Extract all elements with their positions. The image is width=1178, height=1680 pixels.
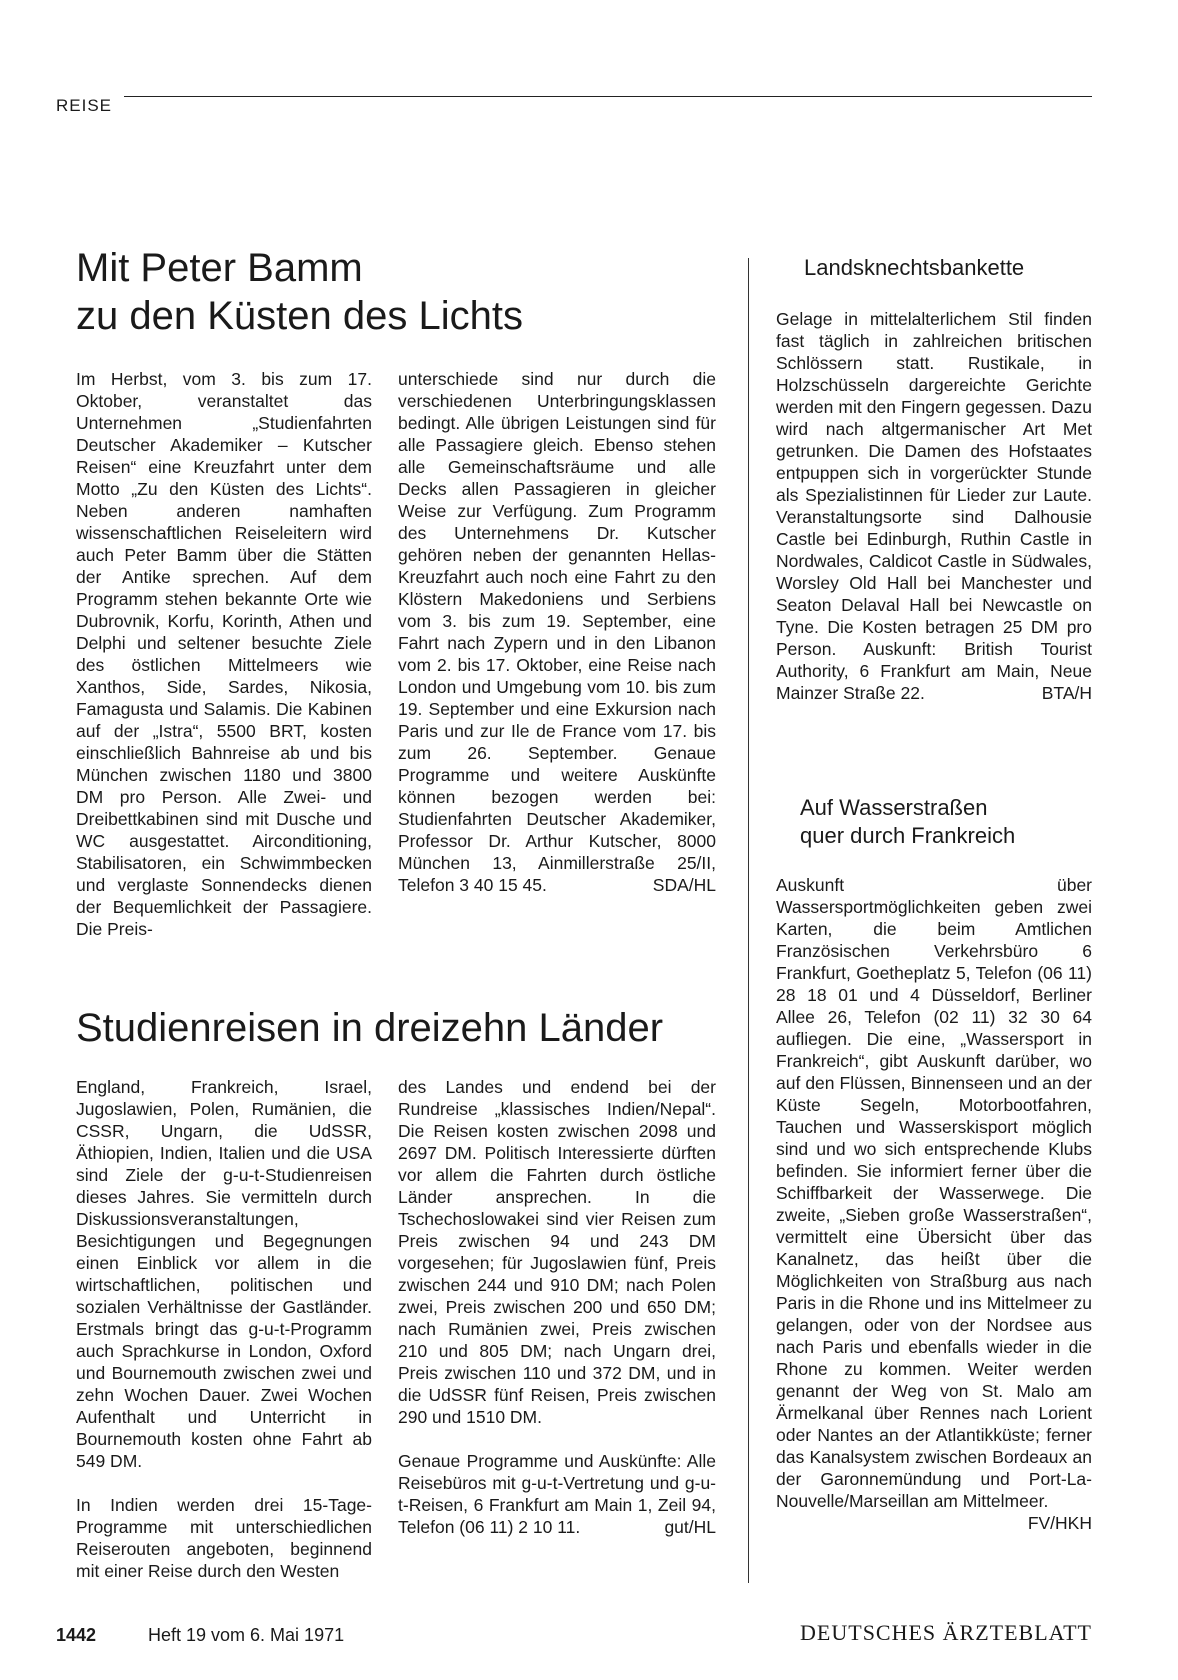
article2-col1-paragraph1: England, Frankreich, Israel, Jugoslawien, Polen, Rumänien, die CSSR, Ungarn, die UdSSR, Äthiopien, Indien, Italien und die USA sind Ziele der g-u-t-Studienreisen dieses Jahres. Sie vermitteln durch Diskussionsveranstaltungen, Besichtigungen und Begegnungen einen Einblick vor allem in die wirtschaftlichen, politischen und sozialen Verhältnisse der Gastländer. Erstmals bringt das g-u-t-Programm auch Sprachkurse in London, Oxford und Bournemouth zwischen zwei und zehn Wochen Dauer. Zwei Wochen Aufenthalt und Unterricht in Bournemouth kosten ohne Fahrt ab 549 DM. [76, 1077, 372, 1471]
article1-headline-line1: Mit Peter Bamm [76, 246, 363, 290]
footer-magazine-name: DEUTSCHES ÄRZTEBLATT [800, 1620, 1092, 1645]
article2-signature: gut/HL [664, 1517, 716, 1537]
article4-body [776, 874, 1092, 1534]
article4-text: Auskunft über Wassersportmöglichkeiten geben zwei Karten, die beim Amtlichen Französischen Verkehrsbüro 6 Frankfurt, Goetheplatz 5, Telefon (06 11) 28 18 01 und 4 Düsseldorf, Berliner Allee 26, Telefon (02 11) 32 30 64 aufliegen. Die eine, „Wassersport in Frankreich“, gibt Auskunft darüber, wo auf den Flüssen, Binnenseen und an der Küste Segeln, Motorbootfahren, Tauchen und Wasserskisport möglich sind und wo sich entsprechende Klubs befinden. Sie informiert ferner über die Schiffbarkeit der Wasserwege. Die zweite, „Sieben große Wasserstraßen“, vermittelt eine Übersicht über das Kanalnetz, das heißt über die Möglichkeiten von Straßburg aus nach Paris in die Rhone und ins Mittelmeer zu gelangen, oder von der Nordsee aus nach Paris und ebenfalls wieder in die Rhone zu kommen. Weiter werden genannt der Weg von St. Malo am Ärmelkanal über Rennes nach Lorient oder Nantes an der Atlantikküste; ferner das Kanalsystem zwischen Bordeaux an der Garonnemündung und Port-La-Nouvelle/Marseillan am Mittelmeer. [776, 875, 1092, 1511]
article3-text: Gelage in mittelalterlichem Stil finden fast täglich in zahlreichen britischen Schlössern statt. Rustikale, in Holzschüsseln dargereichte Gerichte werden mit den Fingern gegessen. Dazu wird nach altgermanischer Art Met getrunken. Die Damen des Hofstaates entpuppen sich in vorgerückter Stunde als Spezialistinnen für Lieder zur Laute. Veranstaltungsorte sind Dalhousie Castle bei Edinburgh, Ruthin Castle in Nordwales, Caldicot Castle in Südwales, Worsley Old Hall bei Manchester und Seaton Delaval Hall bei Newcastle on Tyne. Die Kosten betragen 25 DM pro Person. Auskunft: British Tourist Authority, 6 Frankfurt am Main, Neue Mainzer Straße 22. [776, 309, 1092, 703]
article1-column2 [398, 368, 716, 896]
section-label: REISE [56, 96, 113, 115]
header-rule [124, 96, 1092, 97]
column-divider [748, 258, 749, 1583]
article2-col2-paragraph2: Genaue Programme und Auskünfte: Alle Reisebüros mit g-u-t-Vertretung und g-u-t-Reisen, 6 Frankfurt am Main 1, Zeil 94, Telefon (06 11) 2 10 11. [398, 1451, 716, 1537]
article2-column1 [76, 1076, 372, 1582]
article1-headline-line2: zu den Küsten des Lichts [76, 294, 523, 338]
article2-headline: Studienreisen in dreizehn Länder [76, 1006, 664, 1050]
article2-col2-paragraph1: des Landes und endend bei der Rundreise „klassisches Indien/Nepal“. Die Reisen kosten zwischen 2098 und 2697 DM. Politisch Interessierte dürften vor allem die Fahrten durch östliche Länder ansprechen. In die Tschechoslowakei sind vier Reisen zum Preis zwischen 94 und 243 DM vorgesehen; für Jugoslawien fünf, Preis zwischen 244 und 910 DM; nach Polen zwei, Preis zwischen 200 und 650 DM; nach Rumänien zwei, Preis zwischen 210 und 805 DM; nach Ungarn drei, Preis zwischen 110 und 372 DM, und in die UdSSR fünf Reisen, Preis zwischen 290 und 1510 DM. [398, 1077, 716, 1427]
footer-page-number: 1442 [56, 1625, 97, 1645]
article3-body [776, 308, 1092, 704]
article4-headline-line1: Auf Wasserstraßen [800, 795, 988, 820]
article4-signature: FV/HKH [1027, 1513, 1092, 1533]
article3-headline: Landsknechtsbankette [804, 255, 1025, 280]
article4-headline-line2: quer durch Frankreich [800, 823, 1016, 848]
article2-column2 [398, 1076, 716, 1538]
article1-headline [76, 244, 676, 340]
article2-col1-paragraph2: In Indien werden drei 15-Tage-Programme mit unterschiedlichen Reiserouten angeboten, beginnend mit einer Reise durch den Westen [76, 1495, 372, 1581]
footer-issue: Heft 19 vom 6. Mai 1971 [148, 1625, 345, 1645]
article1-col2-text: unterschiede sind nur durch die verschiedenen Unterbringungsklassen bedingt. Alle übrigen Leistungen sind für alle Passagiere gleich. Ebenso stehen alle Gemeinschaftsräume und alle Decks allen Passagieren in gleicher Weise zur Verfügung. Zum Programm des Unternehmens Dr. Kutscher gehören neben der genannten Hellas-Kreuzfahrt auch noch eine Fahrt zu den Klöstern Makedoniens und Serbiens vom 3. bis zum 19. September, eine Fahrt nach Zypern und in den Libanon vom 2. bis 17. Oktober, eine Reise nach London und Umgebung vom 10. bis zum 19. September und eine Exkursion nach Paris und zur Ile de France vom 17. bis zum 26. September. Genaue Programme und weitere Auskünfte können bezogen werden bei: Studienfahrten Deutscher Akademiker, Professor Dr. Arthur Kutscher, 8000 München 13, Ainmillerstraße 25/II, Telefon 3 40 15 45. [398, 369, 716, 895]
article1-column1 [76, 368, 372, 940]
article1-signature: SDA/HL [652, 875, 716, 895]
article1-col1-text: Im Herbst, vom 3. bis zum 17. Oktober, veranstaltet das Unternehmen „Studienfahrten Deutscher Akademiker – Kutscher Reisen“ eine Kreuzfahrt unter dem Motto „Zu den Küsten des Lichts“. Neben anderen namhaften wissenschaftlichen Reiseleitern wird auch Peter Bamm über die Stätten der Antike sprechen. Auf dem Programm stehen bekannte Orte wie Dubrovnik, Korfu, Korinth, Athen und Delphi und seltener besuchte Ziele des östlichen Mittelmeers wie Xanthos, Side, Sardes, Nikosia, Famagusta und Salamis. Die Kabinen auf der „Istra“, 5500 BRT, kosten einschließlich Bahnreise ab und bis München zwischen 1180 und 3800 DM pro Person. Alle Zwei- und Dreibettkabinen sind mit Dusche und WC ausgestattet. Airconditioning, Stabilisatoren, ein Schwimmbecken und verglaste Sonnendecks dienen der Bequemlichkeit der Passagiere. Die Preis- [76, 369, 372, 939]
article3-signature: BTA/H [1041, 683, 1092, 703]
article4-headline [800, 794, 1100, 850]
